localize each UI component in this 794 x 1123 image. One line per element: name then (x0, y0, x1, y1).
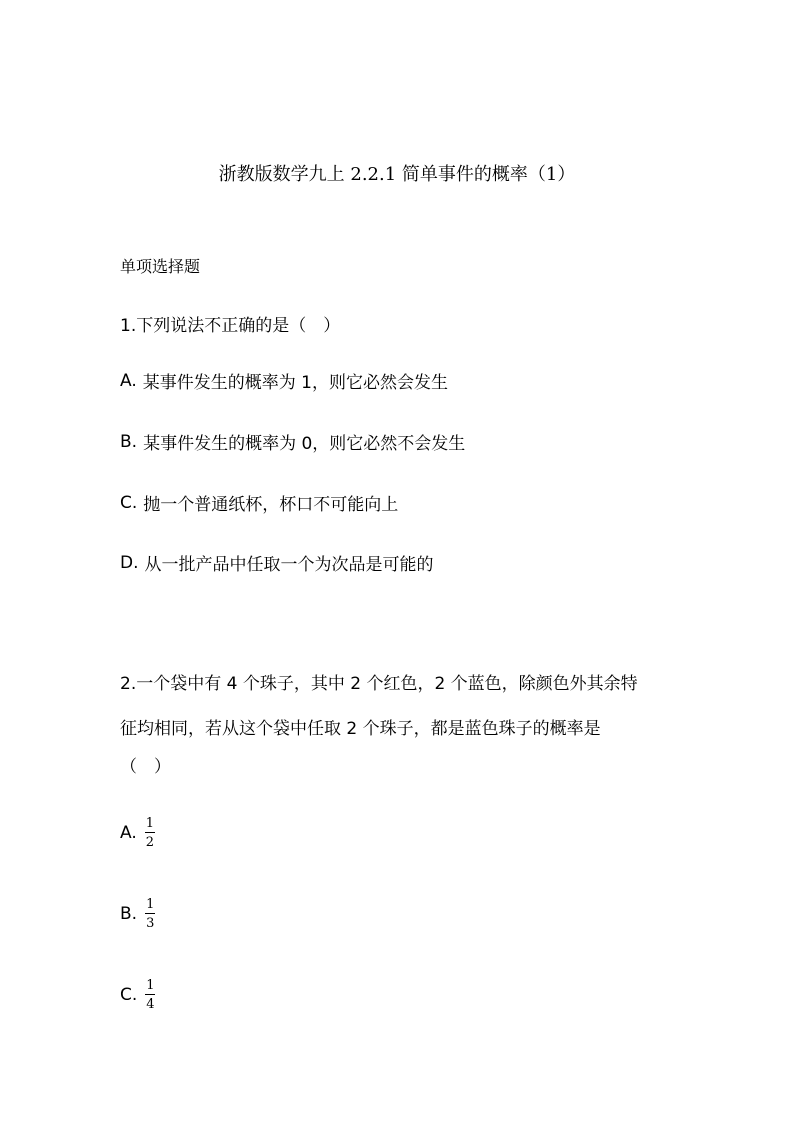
fraction-denominator: 4 (146, 997, 155, 1012)
question-2-option-c (120, 979, 156, 1011)
option-text: 某事件发生的概率为 0，则它必然不会发生 (143, 434, 466, 454)
fraction-numerator: 1 (145, 816, 155, 831)
option-label: A. (120, 823, 137, 843)
fraction-numerator: 1 (146, 978, 155, 993)
question-1-option-c (120, 490, 398, 515)
option-text: 抛一个普通纸杯，杯口不可能向上 (143, 495, 399, 515)
question-1-stem: 1.下列说法不正确的是（ ） (120, 316, 341, 336)
question-2-stem-line-2: 征均相同，若从这个袋中任取 2 个珠子，都是蓝色珠子的概率是 (120, 719, 601, 739)
option-label: C. (120, 985, 138, 1005)
option-label: B. (120, 431, 138, 452)
fraction-denominator: 3 (146, 916, 155, 931)
section-heading: 单项选择题 (120, 257, 201, 276)
option-label: D. (120, 552, 139, 573)
option-label: B. (120, 904, 138, 924)
question-1-option-a (120, 368, 448, 393)
fraction-denominator: 2 (145, 835, 155, 850)
question-1-option-b (120, 429, 465, 454)
question-1-option-d (120, 550, 434, 575)
option-text: 从一批产品中任取一个为次品是可能的 (144, 555, 434, 575)
fraction (145, 898, 155, 930)
question-2-stem-line-1: 2.一个袋中有 4 个珠子，其中 2 个红色，2 个蓝色，除颜色外其余特 (120, 674, 638, 694)
question-2-option-a (120, 817, 155, 849)
question-2-stem-line-3: （ ） (120, 757, 171, 777)
fraction (145, 979, 155, 1011)
document-title: 浙教版数学九上 2.2.1 简单事件的概率（1） (218, 164, 576, 185)
option-label: A. (120, 370, 137, 391)
question-2-option-b (120, 898, 155, 930)
option-text: 某事件发生的概率为 1，则它必然会发生 (142, 373, 448, 393)
fraction (145, 817, 155, 849)
option-label: C. (120, 492, 138, 513)
fraction-numerator: 1 (146, 897, 155, 912)
